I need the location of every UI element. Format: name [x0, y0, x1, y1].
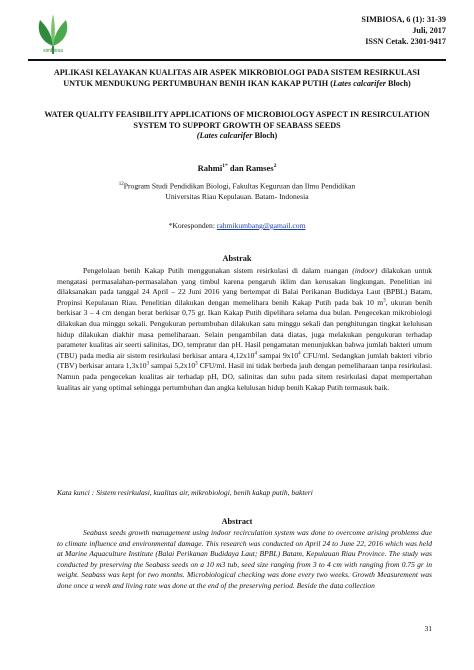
affiliation-line-2: Universitas Riau Kepulauan. Batam- Indonesia	[165, 192, 309, 202]
journal-issn: ISSN Cetak. 2301-9417	[365, 37, 446, 46]
header-divider	[28, 59, 446, 61]
abstrak-sup-3: 4	[298, 351, 301, 357]
abstrak-text-6: sampai 5,2x10	[149, 361, 196, 371]
keywords: Kata kunci : Sistem resirkulasi, kualitas air, mikrobiologi, benih kakap putih, bakteri	[57, 488, 313, 497]
title-id-main: APLIKASI KELAYAKAN KUALITAS AIR ASPEK MIKROBIOLOGI PADA SISTEM RESIRKULASI UNTUK MENDUKUNG PERTUMBUHAN BENIH IKAN KAKAP PUTIH (	[53, 68, 421, 88]
abstrak-text-4: sampai 9x10	[256, 350, 299, 360]
author-2: Ramses	[245, 163, 274, 173]
title-id-species: Lates calcarifer	[332, 78, 386, 88]
title-indonesian	[40, 68, 434, 89]
author-2-mark: 2	[273, 163, 277, 170]
correspondence	[0, 221, 474, 230]
title-english	[40, 110, 434, 142]
abstrak-sup-1: 3	[383, 298, 386, 304]
author-line	[0, 163, 474, 173]
author-conjunction: dan	[227, 163, 246, 173]
abstrak-text-2: dilakukan untuk mengatasi permasalahan-permasalahan yang timbul karena pengaruh iklim dan kerusakan lingkungan. Penelitian ini dilaksanakan pada tanggal 24 April – 22 Juni 2016 yang bertempat di Balai Perikanan Budidaya Laut (BPBL) Batam, Propinsi Kepulauan Riau. Penelitian dilakukan dengan memelihara benih Kakap Putih pada bak 10 m	[57, 266, 432, 307]
logo-text: simbiosa	[43, 48, 63, 54]
correspondence-label: *Koresponden:	[168, 221, 217, 230]
title-en-end: Bloch)	[252, 131, 278, 140]
abstrak-text-5: CFU/ml. Sedangkan jumlah bakteri vibrio (TBV) berkisar antara 1,3x10	[57, 350, 432, 371]
abstrak-sup-4: 3	[146, 361, 150, 367]
abstract-paragraph: Seabass seeds growth management using indoor recirculation system was done to overcome arising problems due to climate influence and environmental damage. This research was conducted on April 24 to June 22, 2016 which was held at Marine Aquaculture Institute (Balai Perikanan Budidaya Laut; BPBL) Batam, Kepulauan Riau Province. The study was conducted by preserving the Seabass seeds on a 10 m3 tub, seed size ranging from 3 to 4 cm with ranging from 0.75 gr in weight. Seabass was kept for two months. Microbiological checking was done every two weeks. Growth Measurement was done once a week and living rate was done at the end of the preserving period. Beside the data collection	[57, 528, 432, 590]
journal-volume: SIMBIOSA, 6 (1): 31-39	[361, 15, 446, 24]
abstrak-sup-2: 4	[254, 351, 257, 357]
affiliation-mark: 12	[118, 182, 124, 187]
abstrak-text-indoor: (indoor)	[352, 266, 378, 275]
journal-info	[361, 14, 446, 47]
title-en-main: WATER QUALITY FEASIBILITY APPLICATIONS OF MICROBIOLOGY ASPECT IN RESIRCULATION SYSTEM TO SUPPORT GROWTH OF SEABASS SEEDS	[44, 110, 430, 130]
journal-date: Juli, 2017	[412, 26, 446, 35]
affiliation-line-1: Program Studi Pendidikan Biologi, Fakultas Keguruan dan Ilmu Pendidikan	[123, 181, 356, 191]
author-1-mark: 1*	[222, 163, 228, 170]
abstrak-text-1: Pengelolaan benih Kakap Putih menggunakan sistem resirkulasi di dalam ruangan	[83, 266, 353, 275]
page-number: 31	[424, 624, 432, 633]
abstract-heading: Abstract	[221, 517, 253, 526]
correspondence-email-link[interactable]: rahmikumbang@gamail.com	[216, 221, 306, 230]
abstrak-sup-5: 3	[195, 361, 198, 367]
abstrak-heading: Abstrak	[222, 254, 252, 263]
affiliation	[60, 180, 414, 203]
abstrak-paragraph	[57, 266, 432, 393]
title-en-species: (Lates calcarifer	[196, 131, 253, 140]
abstrak-text-3: , ukuran benih berkisar 3 – 4 cm dengan berat berkisar 0,75 gr. Ikan Kakap Putih dipelihara selama dua bulan. Pengecekan mikrobiologi dilakukan dua minggu sekali. Pengukuran pertumbuhan dilakukan satu minggu sekali dan penghitungan tingkat kelulusan hidup dilakukan diakhir masa pemeliharaan. Selain pengambilan data diatas, juga melakukan pengukuran terhadap parameter kualitas air seerti salinitas, DO, tempratur dan pH. Hasil pengamatan menunjukkan bahwa jumlah bakteri umum (TBU) pada media air sistem resirkulasi berkisar antara 4,12x10	[57, 297, 432, 360]
title-id-end: Bloch)	[385, 78, 411, 88]
abstrak-text-7: CFU/ml. Hasil ini tidak berbeda jauh dengan pemeliharaan tanpa resirkulasi. Namun pada pengecekan kualitas air terhadap pH, DO, salinitas dan suhu pada sitem resirkulasi dapat mempertahan kualitas air yang optimal sehingga pertumbuhan dan angka kelulusan hidup benih Kakap Putih termasuk baik.	[57, 361, 433, 392]
author-1: Rahmi	[197, 163, 223, 173]
